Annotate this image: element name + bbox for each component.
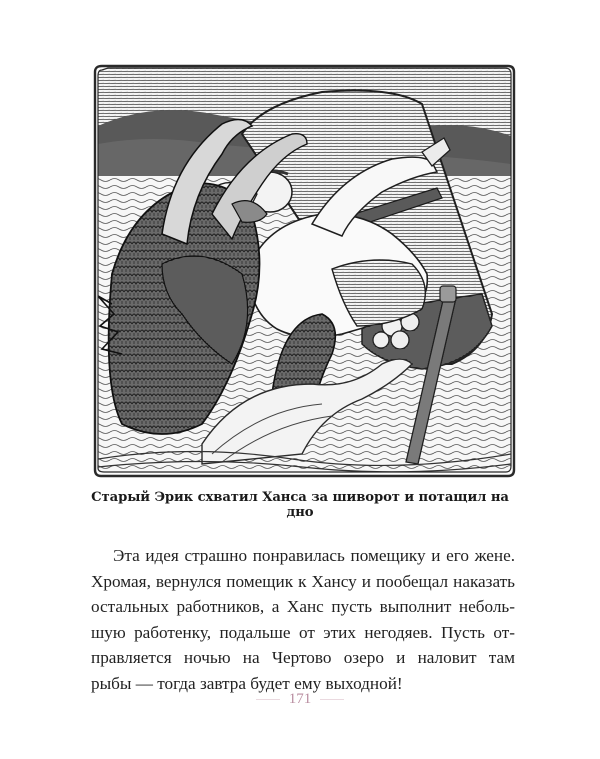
page-number: 171 [288,691,312,708]
page-number-folio [0,691,600,708]
text-line: рыбы — тогда завтра будет ему выходной! [91,673,403,693]
text-line: Хромая, вернулся помещик к Хансу и пообещал наказать [91,571,515,591]
body-paragraph [91,543,515,697]
text-line: шую работенку, подальше от этих негодяев. Пусть от- [91,622,515,642]
text-line: правляется ночью на Чертово озеро и наловит там [91,648,515,668]
engraving-illustration [92,64,517,478]
illustration-caption: Старый Эрик схватил Ханса за шиворот и потащил на дно [91,490,509,520]
text-line: остальных работников, а Ханс пусть выполнит неболь- [91,597,515,617]
engraving-image [92,64,517,478]
folio-ornament-left [256,699,280,700]
text-line: Эта идея страшно понравилась помещику и его жене. [113,546,515,565]
folio-ornament-right [320,699,344,700]
